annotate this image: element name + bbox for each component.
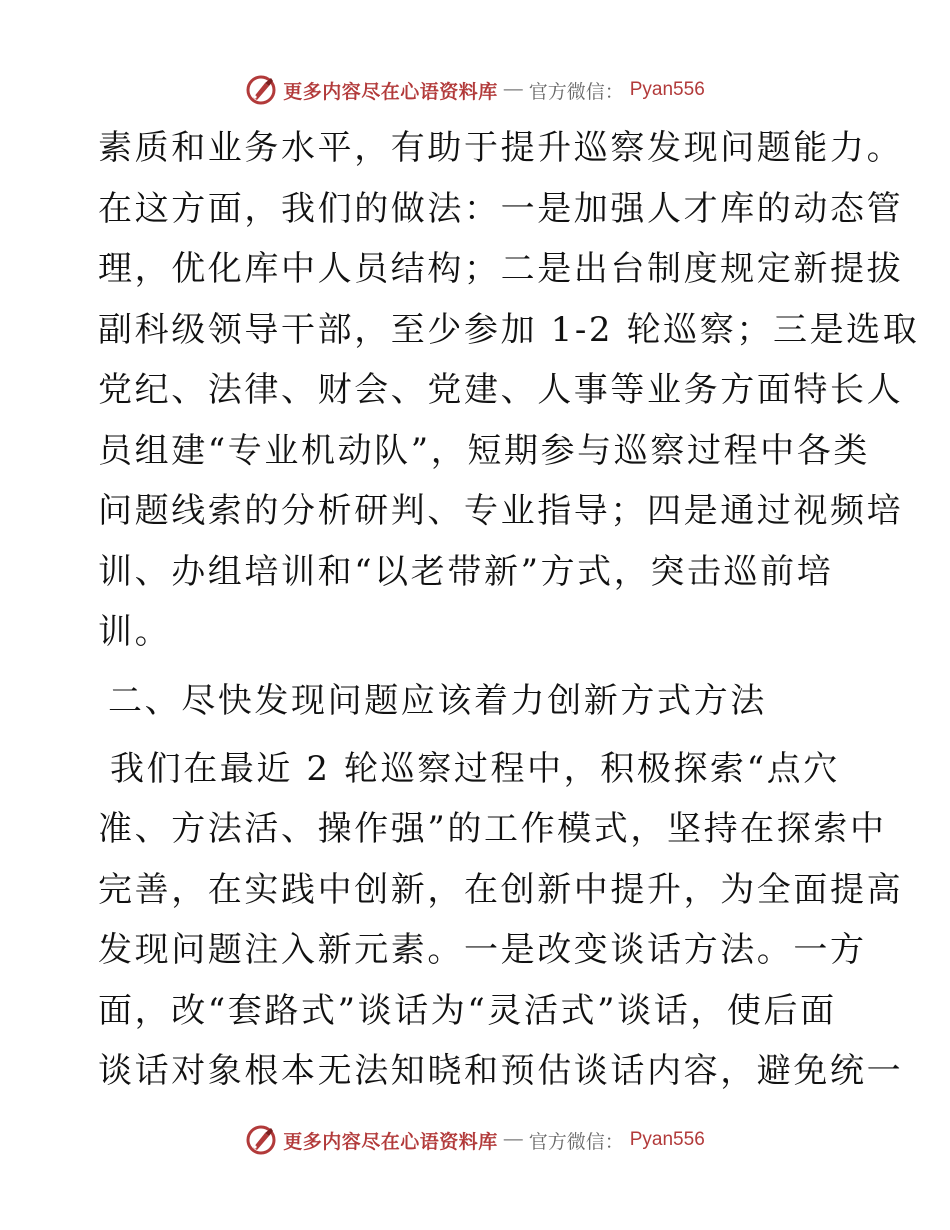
footer-dash: — bbox=[503, 1129, 523, 1150]
text-line: 理，优化库中人员结构；二是出台制度规定新提拔 bbox=[98, 249, 904, 289]
paragraph-1 bbox=[98, 118, 920, 663]
header-dash: — bbox=[503, 79, 523, 100]
text-line: 训、办组培训和“以老带新”方式，突击巡前培 bbox=[98, 551, 834, 592]
section-heading: 二、尽快发现问题应该着力创新方式方法 bbox=[108, 680, 767, 721]
header-official-label: 官方微信： bbox=[528, 80, 624, 103]
text-line: 面，改“套路式”谈话为“灵活式”谈话，使后面 bbox=[98, 990, 837, 1031]
text-line: 完善，在实践中创新，在创新中提升，为全面提高 bbox=[98, 869, 904, 910]
text-line: 党纪、法律、财会、党建、人事等业务方面特长人 bbox=[98, 370, 904, 410]
page-header-watermark bbox=[0, 70, 950, 110]
pen-nib-logo-icon bbox=[245, 74, 277, 106]
header-brand-text: 更多内容尽在心语资料库 bbox=[283, 80, 498, 103]
text-line: 副科级领导干部，至少参加 1-2 轮巡察；三是选取 bbox=[98, 309, 920, 350]
footer-official-label: 官方微信： bbox=[528, 1130, 624, 1153]
paragraph-2 bbox=[98, 739, 904, 1102]
text-line: 我们在最近 2 轮巡察过程中，积极探索“点穴 bbox=[110, 748, 840, 789]
text-line: 准、方法活、操作强”的工作模式，坚持在探索中 bbox=[98, 809, 887, 849]
text-line: 素质和业务水平，有助于提升巡察发现问题能力。 bbox=[98, 128, 904, 168]
text-line: 发现问题注入新元素。一是改变谈话方法。一方 bbox=[98, 930, 867, 970]
text-line: 员组建“专业机动队”，短期参与巡察过程中各类 bbox=[98, 430, 870, 471]
text-line: 谈话对象根本无法知晓和预估谈话内容，避免统一 bbox=[98, 1051, 904, 1091]
pen-nib-logo-icon bbox=[245, 1124, 277, 1156]
text-line: 问题线索的分析研判、专业指导；四是通过视频培 bbox=[98, 491, 904, 531]
header-account-id: Pyan556 bbox=[629, 79, 705, 100]
text-line: 训。 bbox=[98, 612, 172, 652]
text-line: 在这方面，我们的做法：一是加强人才库的动态管 bbox=[98, 188, 904, 229]
footer-brand-text: 更多内容尽在心语资料库 bbox=[283, 1130, 498, 1153]
page-footer-watermark bbox=[0, 1120, 950, 1160]
footer-account-id: Pyan556 bbox=[629, 1129, 705, 1150]
document-body bbox=[98, 118, 920, 1102]
